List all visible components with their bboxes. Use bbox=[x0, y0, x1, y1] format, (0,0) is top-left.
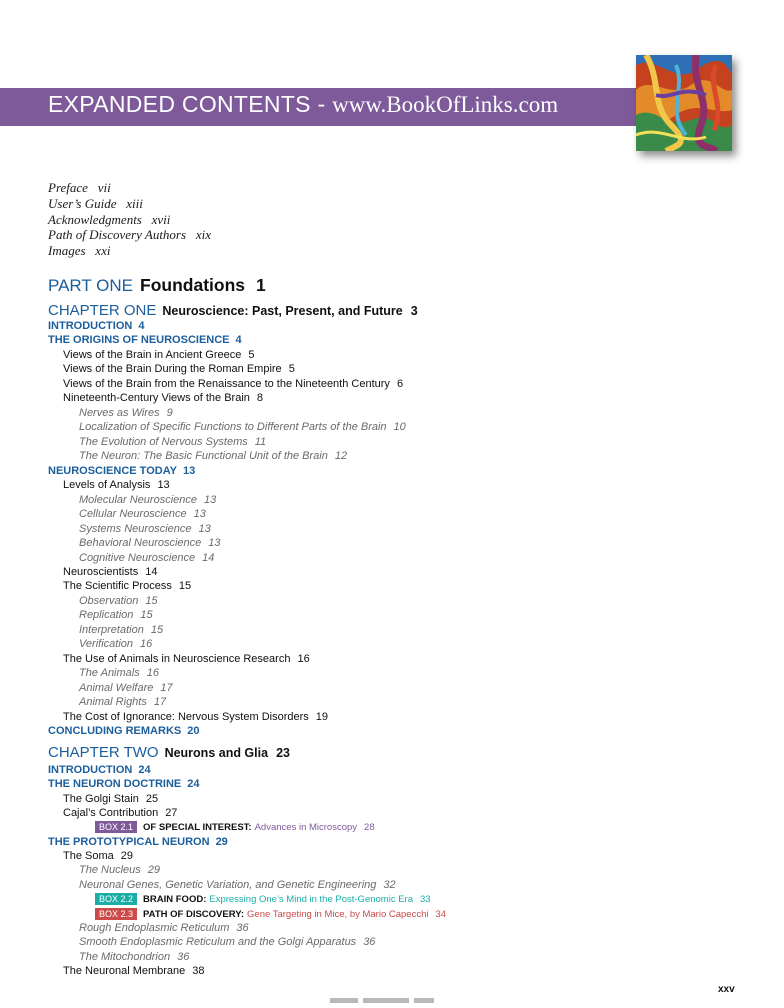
section-entry[interactable] bbox=[48, 836, 228, 848]
page-title bbox=[48, 91, 558, 118]
page-ref: 15 bbox=[178, 580, 192, 593]
entry-title: Views of the Brain in Ancient Greece bbox=[63, 348, 242, 361]
page-ref: 20 bbox=[187, 725, 200, 738]
topic-entry[interactable] bbox=[79, 936, 375, 948]
page-ref: 29 bbox=[215, 835, 228, 848]
page-number: xxv bbox=[718, 984, 735, 995]
entry-title: Animal Welfare bbox=[79, 681, 154, 694]
page-ref: 14 bbox=[202, 551, 215, 564]
title-expanded-contents: EXPANDED CONTENTS - bbox=[48, 91, 333, 117]
entry-title: Rough Endoplasmic Reticulum bbox=[79, 921, 230, 934]
page-ref: 16 bbox=[146, 667, 159, 680]
subsection-entry[interactable] bbox=[63, 793, 158, 805]
chapter-heading[interactable]: CHAPTER ONE Neuroscience: Past, Present, and Future 3 bbox=[48, 302, 418, 319]
topic-entry[interactable] bbox=[79, 879, 396, 891]
topic-entry[interactable] bbox=[79, 682, 173, 694]
cover-art-image bbox=[636, 55, 732, 151]
page-ref: 13 bbox=[193, 508, 206, 521]
page-ref: 10 bbox=[393, 421, 406, 434]
subsection-entry[interactable] bbox=[63, 363, 295, 375]
box-entry[interactable] bbox=[95, 893, 431, 905]
section-entry[interactable] bbox=[48, 778, 199, 790]
topic-entry[interactable] bbox=[79, 494, 216, 506]
entry-title: Nineteenth-Century Views of the Brain bbox=[63, 392, 250, 405]
page-ref: 33 bbox=[420, 894, 431, 906]
entry-title: THE ORIGINS OF NEUROSCIENCE bbox=[48, 334, 230, 347]
page-ref: 5 bbox=[288, 363, 295, 376]
entry-title: The Use of Animals in Neuroscience Research bbox=[63, 652, 291, 665]
page-ref: 17 bbox=[153, 696, 167, 709]
entry-title: Behavioral Neuroscience bbox=[79, 537, 202, 550]
entry-title: The Soma bbox=[63, 850, 114, 863]
box-entry[interactable] bbox=[95, 908, 446, 920]
front-matter-item[interactable]: Acknowledgments xvii bbox=[48, 211, 171, 227]
topic-entry[interactable] bbox=[79, 552, 214, 564]
entry-title: The Evolution of Nervous Systems bbox=[79, 435, 248, 448]
section-entry[interactable] bbox=[48, 334, 242, 346]
entry-title: Nerves as Wires bbox=[79, 406, 160, 419]
page-ref: 16 bbox=[297, 652, 310, 665]
page-ref: 19 bbox=[315, 710, 329, 723]
front-matter-item[interactable]: Preface vii bbox=[48, 180, 111, 195]
page-ref: 29 bbox=[147, 864, 161, 877]
entry-title: Neuroscientists bbox=[63, 565, 139, 578]
page-ref: 29 bbox=[120, 850, 133, 863]
subsection-entry[interactable] bbox=[63, 479, 170, 491]
page-ref: 6 bbox=[396, 377, 404, 390]
part-heading[interactable]: PART ONE Foundations 1 bbox=[48, 275, 266, 295]
subsection-entry[interactable] bbox=[63, 378, 403, 390]
page-ref: 36 bbox=[177, 950, 190, 963]
box-tag: BOX 2.3 bbox=[95, 908, 137, 920]
subsection-entry[interactable] bbox=[63, 580, 191, 592]
entry-title: The Neuronal Membrane bbox=[63, 964, 186, 977]
page-ref: 28 bbox=[364, 822, 375, 834]
page-ref: 13 bbox=[157, 479, 170, 492]
topic-entry[interactable] bbox=[79, 508, 206, 520]
page-ref: 36 bbox=[236, 921, 249, 934]
header-banner bbox=[0, 88, 640, 126]
topic-entry[interactable] bbox=[79, 595, 158, 607]
topic-entry[interactable] bbox=[79, 667, 159, 679]
entry-title: Observation bbox=[79, 594, 139, 607]
entry-title: CONCLUDING REMARKS bbox=[48, 725, 182, 738]
entry-title: The Cost of Ignorance: Nervous System Disorders bbox=[63, 710, 309, 723]
entry-title: THE PROTOTYPICAL NEURON bbox=[48, 835, 210, 848]
topic-entry[interactable] bbox=[79, 407, 173, 419]
page-ref: 15 bbox=[150, 623, 164, 636]
front-matter-item[interactable]: Images xxi bbox=[48, 243, 111, 259]
entry-title: Verification bbox=[79, 638, 134, 651]
subsection-entry[interactable] bbox=[63, 850, 133, 862]
box-entry[interactable] bbox=[95, 821, 375, 833]
entry-title: Views of the Brain from the Renaissance to the Nineteenth Century bbox=[63, 377, 390, 390]
subsection-entry[interactable] bbox=[63, 566, 157, 578]
topic-entry[interactable] bbox=[79, 638, 152, 650]
page-ref: 9 bbox=[166, 406, 173, 419]
title-website: www.BookOfLinks.com bbox=[332, 92, 559, 117]
page-ref: 13 bbox=[204, 493, 217, 506]
box-title: Advances in Microscopy bbox=[254, 822, 358, 834]
section-entry[interactable] bbox=[48, 725, 199, 737]
entry-title: Neuronal Genes, Genetic Variation, and Genetic Engineering bbox=[79, 878, 377, 891]
subsection-entry[interactable] bbox=[63, 965, 205, 977]
entry-title: Systems Neuroscience bbox=[79, 522, 192, 535]
entry-title: Interpretation bbox=[79, 623, 144, 636]
box-kind: PATH OF DISCOVERY: bbox=[143, 908, 245, 920]
entry-title: Views of the Brain During the Roman Empire bbox=[63, 363, 282, 376]
entry-title: Smooth Endoplasmic Reticulum and the Golgi Apparatus bbox=[79, 936, 357, 949]
entry-title: Localization of Specific Functions to Different Parts of the Brain bbox=[79, 421, 387, 434]
page-ref: 8 bbox=[256, 392, 264, 405]
page-ref: 13 bbox=[182, 464, 196, 477]
entry-title: The Scientific Process bbox=[63, 580, 172, 593]
page-ref: 27 bbox=[165, 807, 178, 820]
box-title: Expressing One’s Mind in the Post-Genomic Era bbox=[209, 894, 413, 906]
topic-entry[interactable] bbox=[79, 951, 189, 963]
topic-entry[interactable] bbox=[79, 922, 249, 934]
entry-title: Cajal’s Contribution bbox=[63, 807, 159, 820]
entry-title: INTRODUCTION bbox=[48, 764, 133, 776]
section-entry[interactable] bbox=[48, 465, 195, 477]
topic-entry[interactable] bbox=[79, 864, 160, 876]
page-ref: 25 bbox=[145, 792, 159, 805]
page-ref: 13 bbox=[198, 522, 211, 535]
entry-title: NEUROSCIENCE TODAY bbox=[48, 464, 177, 477]
page-ref: 4 bbox=[235, 334, 242, 347]
entry-title: The Nucleus bbox=[79, 864, 141, 877]
box-title: Gene Targeting in Mice, by Mario Capecchi bbox=[247, 908, 429, 920]
subsection-entry[interactable] bbox=[63, 653, 310, 665]
topic-entry[interactable] bbox=[79, 421, 406, 433]
page-ref: 17 bbox=[160, 681, 173, 694]
page-ref: 15 bbox=[140, 609, 153, 622]
subsection-entry[interactable] bbox=[63, 392, 263, 404]
entry-title: The Neuron: The Basic Functional Unit of the Brain bbox=[79, 450, 328, 463]
topic-entry[interactable] bbox=[79, 436, 266, 448]
topic-entry[interactable] bbox=[79, 450, 347, 462]
box-tag: BOX 2.1 bbox=[95, 821, 137, 833]
entry-title: Animal Rights bbox=[79, 696, 147, 709]
page-ref: 5 bbox=[248, 348, 255, 361]
page-ref: 16 bbox=[140, 638, 153, 651]
page-ref: 14 bbox=[145, 565, 158, 578]
page-ref: 38 bbox=[192, 964, 205, 977]
entry-title: Molecular Neuroscience bbox=[79, 493, 197, 506]
page-ref: 11 bbox=[254, 435, 267, 448]
front-matter-item[interactable]: User’s Guide xiii bbox=[48, 195, 143, 211]
entry-title: Levels of Analysis bbox=[63, 479, 151, 492]
page-ref: 12 bbox=[334, 450, 348, 463]
entry-title: Cellular Neuroscience bbox=[79, 508, 187, 521]
entry-title: The Animals bbox=[79, 667, 140, 680]
front-matter-list bbox=[48, 180, 211, 259]
page-ref: 34 bbox=[435, 908, 447, 920]
cut-off-text-fragment bbox=[330, 990, 450, 995]
subsection-entry[interactable] bbox=[63, 807, 177, 819]
section-entry[interactable] bbox=[48, 320, 144, 332]
entry-title: Replication bbox=[79, 609, 134, 622]
topic-entry[interactable] bbox=[79, 537, 221, 549]
entry-title: THE NEURON DOCTRINE bbox=[48, 778, 182, 791]
topic-entry[interactable] bbox=[79, 523, 211, 535]
topic-entry[interactable] bbox=[79, 624, 163, 636]
page-ref: 24 bbox=[187, 778, 200, 791]
entry-title: INTRODUCTION bbox=[48, 320, 133, 332]
section-entry[interactable] bbox=[48, 764, 151, 776]
topic-entry[interactable] bbox=[79, 609, 153, 621]
page-ref: 4 bbox=[138, 320, 145, 332]
page-ref: 24 bbox=[138, 764, 151, 776]
entry-title: Cognitive Neuroscience bbox=[79, 551, 196, 564]
entry-title: The Mitochondrion bbox=[79, 950, 171, 963]
topic-entry[interactable] bbox=[79, 696, 166, 708]
box-kind: OF SPECIAL INTEREST: bbox=[143, 822, 252, 834]
page-ref: 15 bbox=[145, 594, 158, 607]
subsection-entry[interactable] bbox=[63, 349, 254, 361]
entry-title: The Golgi Stain bbox=[63, 792, 139, 805]
subsection-entry[interactable] bbox=[63, 711, 328, 723]
chapter-heading[interactable]: CHAPTER TWO Neurons and Glia 23 bbox=[48, 744, 290, 761]
front-matter-item[interactable]: Path of Discovery Authors xix bbox=[48, 227, 211, 243]
box-tag: BOX 2.2 bbox=[95, 893, 137, 905]
page-ref: 13 bbox=[208, 537, 221, 550]
box-kind: BRAIN FOOD: bbox=[143, 894, 207, 906]
page-ref: 32 bbox=[383, 878, 396, 891]
page-ref: 36 bbox=[363, 936, 376, 949]
